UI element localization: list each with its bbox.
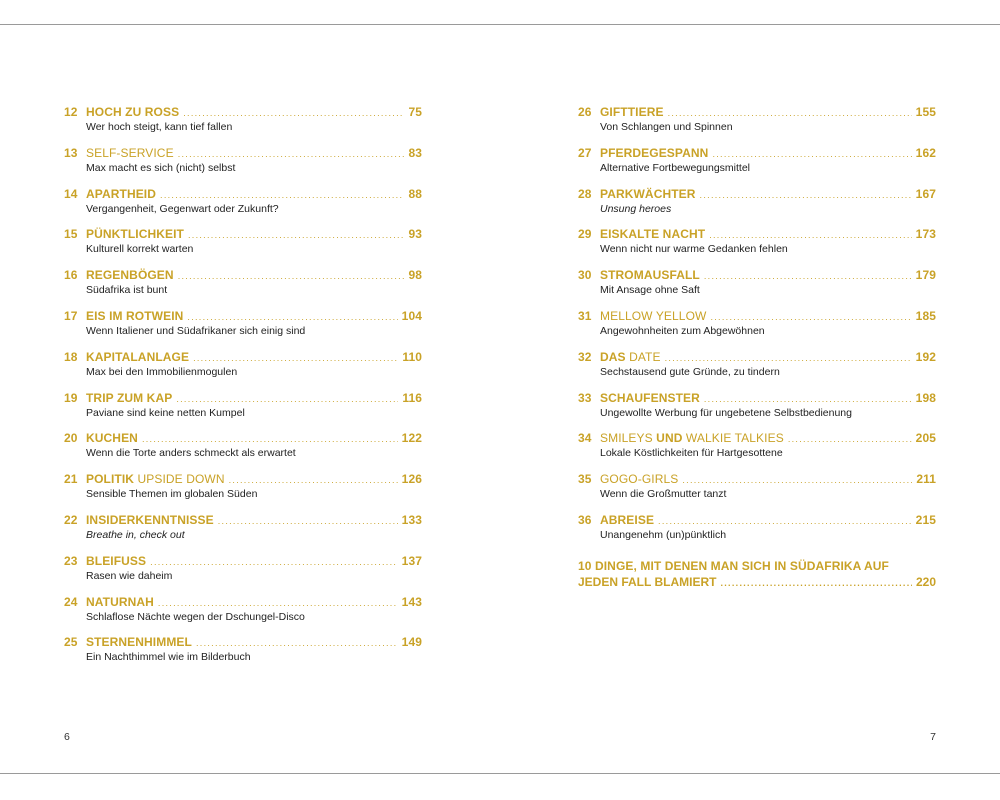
chapter-title: PFERDEGESPANN: [600, 145, 709, 160]
page-number: 6: [64, 731, 70, 743]
chapter-subtitle: Angewohnheiten zum Abgewöhnen: [600, 324, 765, 337]
chapter-number: 16: [64, 268, 78, 283]
chapter-number: 15: [64, 227, 78, 242]
chapter-number: 26: [578, 105, 592, 119]
page-ref: 93: [408, 227, 422, 242]
page-ref: 155: [915, 105, 936, 119]
toc-entry[interactable]: [578, 431, 936, 472]
page-ref: 192: [915, 349, 936, 364]
page-ref: 88: [408, 186, 422, 201]
chapter-number: 21: [64, 472, 78, 487]
chapter-number: 31: [578, 308, 592, 323]
leader-dots: [704, 392, 912, 406]
toc-entry[interactable]: [578, 227, 936, 268]
toc-entry[interactable]: [64, 187, 422, 228]
leader-dots: [142, 432, 398, 446]
leader-dots: [150, 555, 398, 569]
chapter-number: 32: [578, 349, 592, 364]
chapter-title: GIFTTIERE: [600, 105, 664, 119]
leader-dots: [682, 473, 912, 487]
chapter-number: 30: [578, 268, 592, 283]
left-page: [0, 25, 500, 773]
chapter-number: 28: [578, 186, 592, 201]
chapter-title-light: UPSIDE DOWN: [137, 472, 225, 487]
chapter-title: STERNENHIMMEL: [86, 635, 192, 650]
chapter-title-light: SMILEYS: [600, 431, 653, 446]
chapter-title: APARTHEID: [86, 186, 157, 201]
page-number: 7: [930, 731, 936, 743]
page-ref: 220: [915, 574, 936, 589]
toc-entry[interactable]: [64, 105, 422, 146]
page-ref: 167: [915, 186, 936, 201]
chapter-title: GOGO-GIRLS: [600, 472, 679, 487]
chapter-number: 22: [64, 512, 78, 527]
toc-entry[interactable]: [64, 268, 422, 309]
leader-dots: [218, 514, 398, 528]
leader-dots: [176, 392, 398, 406]
chapter-subtitle: Wenn Italiener und Südafrikaner sich einig sind: [86, 324, 306, 337]
chapter-title: MELLOW YELLOW: [600, 308, 707, 323]
toc-entry[interactable]: [578, 391, 936, 432]
toc-entry[interactable]: [64, 513, 422, 554]
chapter-subtitle: Max bei den Immobilienmogulen: [86, 365, 238, 378]
toc-entry[interactable]: [578, 350, 936, 391]
chapter-number: 20: [64, 431, 78, 446]
toc-right: [578, 105, 936, 599]
chapter-title: BLEIFUSS: [86, 553, 147, 568]
toc-entry[interactable]: [64, 554, 422, 595]
page-ref: 110: [402, 349, 422, 364]
chapter-title: TRIP ZUM KAP: [86, 390, 173, 405]
leader-dots: [178, 269, 405, 283]
page-ref: 198: [915, 390, 936, 405]
toc-entry[interactable]: [64, 309, 422, 350]
chapter-number: 34: [578, 431, 592, 446]
toc-entry[interactable]: [578, 105, 936, 146]
leader-dots: [710, 310, 911, 324]
leader-dots: [158, 596, 398, 610]
chapter-title-bold: DAS: [600, 349, 626, 364]
chapter-number: 24: [64, 594, 78, 609]
chapter-subtitle: Von Schlangen und Spinnen: [600, 121, 733, 133]
page-ref: 173: [915, 227, 936, 242]
toc-entry[interactable]: [578, 472, 936, 513]
chapter-title: EISKALTE NACHT: [600, 227, 706, 242]
page-ref: 149: [401, 635, 422, 650]
chapter-subtitle: Max macht es sich (nicht) selbst: [86, 161, 236, 174]
special-title-line1: 10 DINGE, MIT DENEN MAN SICH IN SÜDAFRIKA AUF: [578, 558, 889, 573]
leader-dots: [160, 188, 404, 202]
chapter-subtitle: Sensible Themen im globalen Süden: [86, 488, 258, 501]
leader-dots: [187, 310, 397, 324]
leader-dots: [668, 106, 912, 120]
chapter-number: 17: [64, 308, 78, 323]
page-ref: 205: [915, 431, 936, 446]
page-ref: 179: [915, 268, 936, 283]
leader-dots: [188, 228, 404, 242]
chapter-number: 19: [64, 390, 78, 405]
toc-entry[interactable]: [64, 595, 422, 636]
page-ref: 104: [401, 308, 422, 323]
chapter-title: [86, 472, 225, 486]
chapter-subtitle: Mit Ansage ohne Saft: [600, 284, 700, 297]
chapter-title-bold: UND: [656, 431, 683, 446]
right-page: [500, 25, 1000, 773]
chapter-title: KAPITALANLAGE: [86, 349, 190, 364]
chapter-subtitle: Rasen wie daheim: [86, 569, 173, 582]
leader-dots: [709, 228, 911, 242]
chapter-subtitle: Alternative Fortbewegungsmittel: [600, 161, 750, 174]
toc-entry-special[interactable]: [578, 558, 936, 599]
leader-dots: [704, 269, 912, 283]
chapter-number: 35: [578, 472, 592, 487]
page-ref: 75: [408, 105, 422, 119]
chapter-title: INSIDERKENNTNISSE: [86, 512, 214, 527]
toc-entry[interactable]: [64, 227, 422, 268]
chapter-title: SELF-SERVICE: [86, 145, 174, 160]
chapter-subtitle: Wenn die Großmutter tanzt: [600, 488, 727, 501]
page-ref: 137: [401, 553, 422, 568]
page-ref: 116: [402, 390, 422, 405]
page-ref: 98: [408, 268, 422, 283]
leader-dots: [712, 147, 911, 161]
chapter-subtitle: Vergangenheit, Gegenwart oder Zukunft?: [86, 202, 279, 215]
chapter-number: 23: [64, 553, 78, 568]
page-ref: 211: [916, 472, 936, 487]
chapter-subtitle: Kulturell korrekt warten: [86, 243, 194, 256]
chapter-number: 36: [578, 512, 592, 527]
chapter-title: NATURNAH: [86, 594, 154, 609]
chapter-title: STROMAUSFALL: [600, 268, 700, 283]
chapter-number: 12: [64, 105, 78, 119]
leader-dots: [720, 575, 912, 591]
chapter-title: SCHAUFENSTER: [600, 390, 700, 405]
chapter-subtitle: Paviane sind keine netten Kumpel: [86, 406, 245, 419]
leader-dots: [229, 473, 398, 487]
toc-entry[interactable]: [64, 146, 422, 187]
chapter-subtitle: Wer hoch steigt, kann tief fallen: [86, 121, 233, 133]
chapter-title: HOCH ZU ROSS: [86, 105, 180, 119]
leader-dots: [196, 636, 398, 650]
toc-entry[interactable]: [64, 391, 422, 432]
toc-entry[interactable]: [578, 513, 936, 554]
leader-dots: [193, 351, 398, 365]
chapter-number: 27: [578, 145, 592, 160]
chapter-subtitle: Breathe in, check out: [86, 528, 185, 541]
page-ref: 143: [401, 594, 422, 609]
special-title-line2: JEDEN FALL BLAMIERT: [578, 574, 717, 589]
chapter-title-bold: POLITIK: [86, 472, 135, 487]
chapter-title: EIS IM ROTWEIN: [86, 308, 184, 323]
toc-entry[interactable]: [64, 472, 422, 513]
chapter-subtitle: Unsung heroes: [600, 202, 672, 215]
toc-entry[interactable]: [64, 431, 422, 472]
leader-dots: [700, 188, 912, 202]
chapter-subtitle: Ein Nachthimmel wie im Bilderbuch: [86, 651, 251, 664]
chapter-title: PARKWÄCHTER: [600, 186, 696, 201]
chapter-title: PÜNKTLICHKEIT: [86, 227, 184, 242]
chapter-subtitle: Sechstausend gute Gründe, zu tindern: [600, 365, 780, 378]
page-ref: 162: [915, 145, 936, 160]
page-ref: 215: [915, 512, 936, 527]
chapter-number: 33: [578, 390, 592, 405]
chapter-number: 18: [64, 349, 78, 364]
chapter-subtitle: Schlaflose Nächte wegen der Dschungel-Disco: [86, 610, 305, 623]
chapter-subtitle: Ungewollte Werbung für ungebetene Selbstbedienung: [600, 406, 852, 419]
chapter-number: 29: [578, 227, 592, 242]
page-ref: 133: [401, 512, 422, 527]
chapter-number: 25: [64, 635, 78, 650]
chapter-number: 14: [64, 186, 78, 201]
leader-dots: [658, 514, 912, 528]
page-ref: 83: [408, 145, 422, 160]
chapter-title: ABREISE: [600, 512, 655, 527]
toc-left: [64, 105, 422, 676]
chapter-subtitle: Lokale Köstlichkeiten für Hartgesottene: [600, 447, 783, 460]
page-ref: 126: [401, 472, 422, 487]
page-ref: 185: [915, 308, 936, 323]
toc-entry[interactable]: [578, 309, 936, 350]
chapter-title: [600, 350, 661, 364]
leader-dots: [183, 106, 404, 120]
chapter-subtitle: Unangenehm (un)pünktlich: [600, 528, 727, 541]
chapter-subtitle: Wenn die Torte anders schmeckt als erwartet: [86, 447, 296, 460]
chapter-title: REGENBÖGEN: [86, 268, 174, 283]
leader-dots: [788, 432, 912, 446]
leader-dots: [665, 351, 912, 365]
book-spread: [0, 24, 1000, 774]
chapter-subtitle: Südafrika ist bunt: [86, 284, 168, 297]
chapter-subtitle: Wenn nicht nur warme Gedanken fehlen: [600, 243, 788, 256]
chapter-title: [600, 431, 784, 445]
toc-entry[interactable]: [64, 350, 422, 391]
chapter-title: KUCHEN: [86, 431, 138, 446]
chapter-title-light: DATE: [629, 349, 661, 364]
toc-entry[interactable]: [578, 187, 936, 228]
leader-dots: [178, 147, 405, 161]
page-ref: 122: [401, 431, 422, 446]
chapter-title-light: WALKIE TALKIES: [685, 431, 784, 446]
chapter-number: 13: [64, 145, 78, 160]
toc-entry[interactable]: [578, 146, 936, 187]
toc-entry[interactable]: [64, 635, 422, 676]
toc-entry[interactable]: [578, 268, 936, 309]
